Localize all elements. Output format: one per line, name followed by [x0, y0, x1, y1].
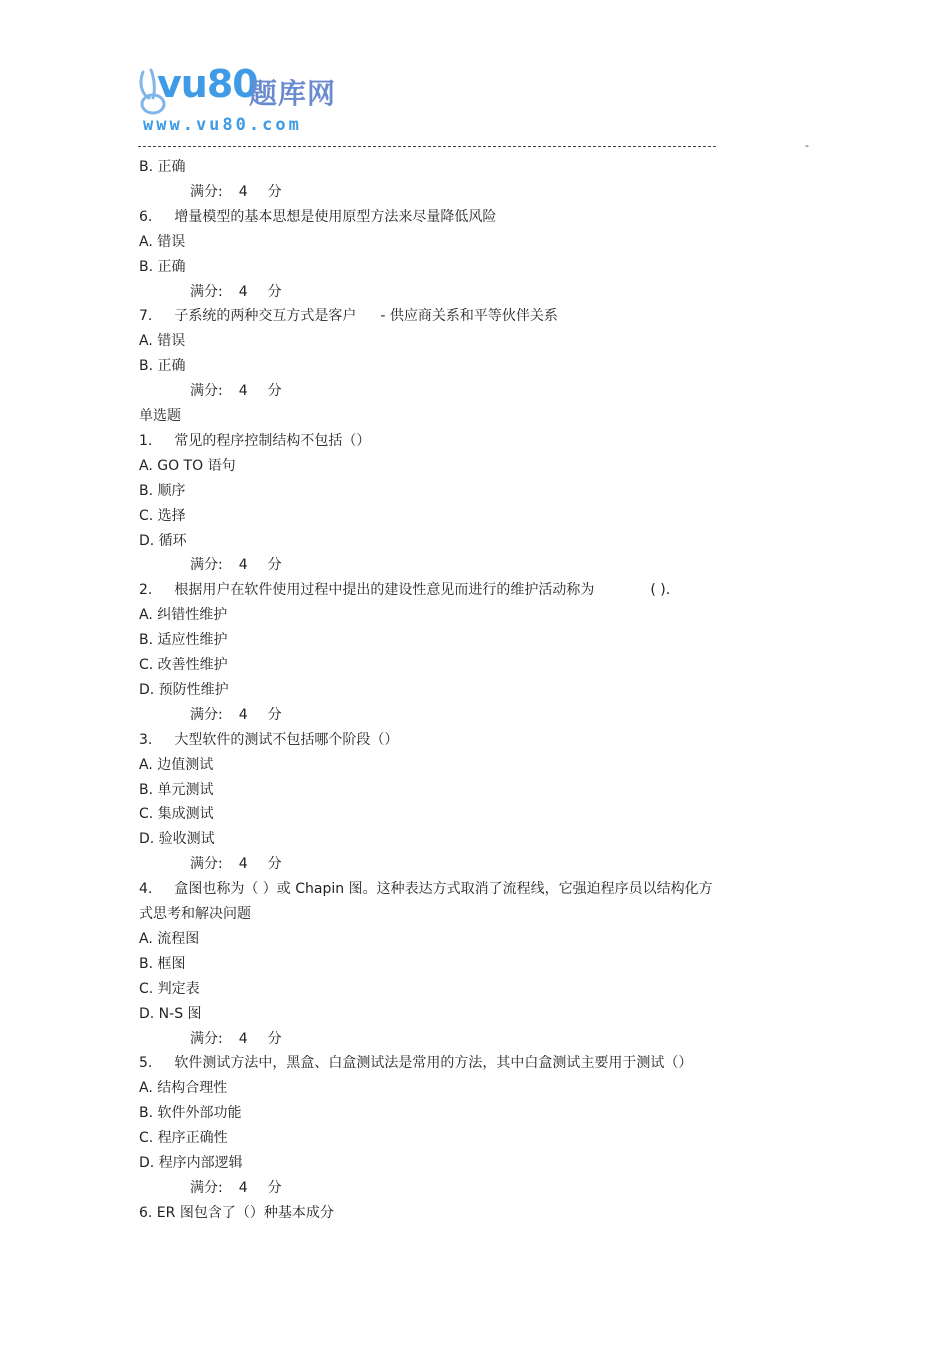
option-line — [139, 356, 186, 376]
score-unit: 分 — [267, 283, 282, 300]
option-text: C. 程序正确性 — [139, 1130, 228, 1147]
option-line — [139, 605, 227, 625]
option-text: 6. ER 图包含了（）种基本成分 — [139, 1204, 334, 1221]
question-number: 5. — [139, 1055, 153, 1072]
option-text: C. 集成测试 — [139, 806, 214, 823]
score-line — [190, 182, 282, 202]
option-text: B. 正确 — [139, 159, 186, 175]
option-text: C. 选择 — [139, 507, 186, 524]
section-heading — [139, 406, 181, 426]
option-text: D. 循环 — [139, 532, 187, 549]
score-line — [190, 1178, 282, 1198]
option-text: B. 适应性维护 — [139, 632, 228, 649]
option-text: B. 正确 — [139, 258, 186, 275]
question-line — [139, 306, 558, 326]
option-line — [139, 804, 214, 824]
score-label: 满分: — [190, 856, 223, 873]
section-title: 单选题 — [139, 408, 181, 424]
option-text: D. 验收测试 — [139, 831, 215, 848]
option-text: C. 判定表 — [139, 980, 200, 997]
option-line — [139, 630, 228, 650]
option-line — [139, 1203, 334, 1223]
question-text: 式思考和解决问题 — [139, 906, 251, 922]
question-text: 子系统的两种交互方式是客户 — [174, 308, 357, 325]
question-line — [139, 580, 670, 600]
score-label: 满分: — [190, 183, 223, 200]
option-text: D. N-S 图 — [139, 1005, 202, 1022]
option-text: D. 程序内部逻辑 — [139, 1155, 243, 1171]
option-line — [139, 1153, 243, 1173]
score-line — [190, 282, 282, 302]
option-text: A. 错误 — [139, 233, 186, 250]
score-value: 4 — [238, 183, 248, 200]
option-line — [139, 531, 187, 551]
score-line — [190, 1029, 282, 1049]
score-label: 满分: — [190, 706, 223, 723]
question-number: 6. — [139, 208, 153, 225]
option-text: A. 纠错性维护 — [139, 607, 228, 624]
score-label: 满分: — [190, 1030, 223, 1047]
option-text: A. GO TO 语句 — [139, 457, 236, 474]
option-text: D. 预防性维护 — [139, 681, 229, 698]
question-text: 软件测试方法中，黑盒、白盒测试法是常用的方法，其中白盒测试主要用于测试（） — [174, 1055, 693, 1072]
score-value: 4 — [238, 383, 248, 400]
question-number: 3. — [139, 731, 153, 748]
option-text: B. 顺序 — [139, 482, 186, 499]
option-line — [139, 655, 228, 675]
question-text: 常见的程序控制结构不包括（） — [174, 432, 371, 449]
question-line — [139, 431, 370, 451]
option-line — [139, 257, 186, 277]
option-line — [139, 456, 236, 476]
option-line — [139, 979, 200, 999]
option-line — [139, 954, 186, 974]
question-number: 1. — [139, 432, 153, 449]
logo-cn-text: 题库网 — [249, 77, 337, 110]
option-text: A. 流程图 — [139, 930, 200, 947]
option-line — [139, 481, 186, 501]
option-line — [139, 680, 229, 700]
question-text-tail: ( ). — [650, 582, 671, 599]
option-line — [139, 929, 199, 949]
score-line — [190, 705, 282, 725]
score-unit: 分 — [267, 706, 282, 723]
score-label: 满分: — [190, 383, 223, 400]
option-line — [139, 506, 186, 526]
logo-brand: vu80 — [157, 62, 258, 106]
option-text: B. 正确 — [139, 358, 186, 375]
score-line — [190, 381, 282, 401]
score-unit: 分 — [267, 1030, 282, 1047]
question-text: 大型软件的测试不包括哪个阶段（） — [174, 731, 399, 748]
score-unit: 分 — [267, 557, 282, 574]
option-text: C. 改善性维护 — [139, 657, 228, 673]
option-line — [139, 1078, 227, 1098]
question-number: 2. — [139, 582, 153, 599]
score-unit: 分 — [267, 1179, 282, 1196]
question-line — [139, 207, 496, 227]
option-line — [139, 331, 185, 351]
score-label: 满分: — [190, 1179, 223, 1196]
question-text-tail: - 供应商关系和平等伙伴关系 — [380, 308, 558, 325]
site-logo — [137, 62, 359, 138]
question-continuation — [139, 904, 251, 924]
score-label: 满分: — [190, 557, 223, 574]
option-text: A. 错误 — [139, 333, 186, 350]
question-number: 4. — [139, 881, 153, 898]
option-line — [139, 232, 185, 252]
score-value: 4 — [238, 1030, 248, 1047]
option-text: A. 边值测试 — [139, 756, 214, 773]
score-unit: 分 — [267, 383, 282, 400]
option-text: B. 单元测试 — [139, 781, 214, 798]
option-line — [139, 1128, 228, 1148]
score-line — [190, 854, 282, 874]
score-unit: 分 — [267, 183, 282, 200]
header-divider-tail: - — [805, 139, 809, 152]
question-line — [139, 730, 398, 750]
question-text: 增量模型的基本思想是使用原型方法来尽量降低风险 — [174, 208, 497, 225]
score-label: 满分: — [190, 283, 223, 300]
option-line — [139, 755, 213, 775]
option-line — [139, 157, 186, 177]
question-text: 盒图也称为（ ）或 Chapin 图。这种表达方式取消了流程线，它强迫程序员以结构化方 — [174, 881, 713, 898]
logo-url: www.vu80.com — [143, 115, 302, 135]
header-divider — [138, 140, 718, 152]
score-line — [190, 555, 282, 575]
score-unit: 分 — [267, 856, 282, 873]
question-text: 根据用户在软件使用过程中提出的建设性意见而进行的维护活动称为 — [174, 582, 595, 599]
score-value: 4 — [238, 557, 248, 574]
question-number: 7. — [139, 308, 153, 325]
option-text: A. 结构合理性 — [139, 1080, 228, 1097]
question-line — [139, 1053, 692, 1073]
option-line — [139, 1004, 202, 1024]
option-text: B. 软件外部功能 — [139, 1105, 242, 1122]
score-value: 4 — [238, 706, 248, 723]
option-text: B. 框图 — [139, 955, 186, 972]
score-value: 4 — [238, 1179, 248, 1196]
option-line — [139, 829, 215, 849]
score-value: 4 — [238, 283, 248, 300]
question-line — [139, 879, 713, 899]
score-value: 4 — [238, 856, 248, 873]
option-line — [139, 780, 214, 800]
option-line — [139, 1103, 242, 1123]
